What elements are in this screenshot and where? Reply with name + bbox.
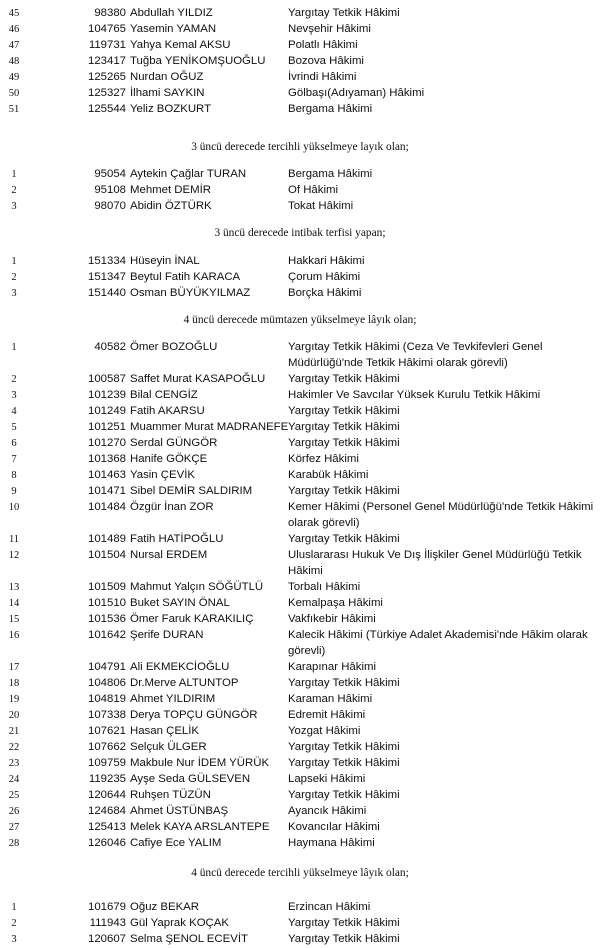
position-title: Bergama Hâkimi [288, 103, 373, 115]
list-row [0, 270, 600, 286]
position-title: Yargıtay Tetkik Hâkimi [288, 789, 400, 801]
sicil-number: 151440 [87, 287, 126, 299]
sicil-number: 101536 [87, 613, 126, 625]
list-row [0, 167, 600, 183]
person-name: Hasan ÇELİK [130, 725, 200, 737]
sicil-number: 104819 [87, 693, 126, 705]
person-name: Nursal ERDEM [130, 549, 208, 561]
row-number: 3 [11, 201, 17, 212]
position-title: Hakimler Ve Savcılar Yüksek Kurulu Tetkik Hâkimi [288, 389, 541, 401]
position-title: Bozova Hâkimi [288, 55, 364, 67]
list-row [0, 708, 600, 724]
person-name: Oğuz BEKAR [130, 901, 200, 913]
row-number: 47 [8, 40, 20, 51]
row-number: 23 [8, 758, 20, 769]
position-title: Kovancılar Hâkimi [288, 821, 380, 833]
person-name: Bilal CENGİZ [130, 389, 198, 401]
sicil-number: 100587 [87, 373, 126, 385]
position-title: Kalecik Hâkimi (Türkiye Adalet Akademisi'nde Hâkim olarak görevli) [288, 629, 588, 657]
row-number: 3 [11, 934, 17, 945]
list-row [0, 388, 600, 404]
position-title: İvrindi Hâkimi [288, 71, 357, 83]
person-name: Özgür İnan ZOR [130, 501, 214, 513]
sicil-number: 119235 [88, 773, 126, 785]
list-row [0, 660, 600, 676]
position-title: Edremit Hâkimi [288, 709, 366, 721]
position-title: Gölbaşı(Adıyaman) Hâkimi [288, 87, 425, 99]
position-title: Of Hâkimi [288, 184, 338, 196]
sicil-number: 119731 [88, 39, 126, 51]
position-title: Lapseki Hâkimi [288, 773, 366, 785]
person-name: Ahmet YILDIRIM [130, 693, 216, 705]
sicil-number: 101249 [87, 405, 126, 417]
person-name: Ömer Faruk KARAKILIÇ [130, 613, 254, 625]
list-row [0, 740, 600, 756]
sicil-number: 107338 [87, 709, 126, 721]
row-number: 18 [8, 678, 20, 689]
sicil-number: 95108 [94, 184, 126, 196]
position-title: Yargıtay Tetkik Hâkimi [288, 485, 400, 497]
person-name: Hüseyin İNAL [130, 255, 200, 267]
position-title: Yargıtay Tetkik Hâkimi [288, 405, 400, 417]
sicil-number: 120607 [87, 933, 126, 945]
row-number: 11 [8, 534, 20, 545]
row-number: 25 [8, 790, 20, 801]
person-name: Serdal GÜNGÖR [130, 437, 218, 449]
position-title: Yargıtay Tetkik Hâkimi [288, 7, 400, 19]
list-row [0, 452, 600, 468]
position-title: Yargıtay Tetkik Hâkimi [288, 757, 400, 769]
list-row [0, 286, 600, 302]
row-number: 21 [8, 726, 20, 737]
row-number: 22 [8, 742, 20, 753]
sicil-number: 151334 [87, 255, 126, 267]
person-name: Nurdan OĞUZ [130, 71, 204, 83]
position-title: Kemer Hâkimi (Personel Genel Müdürlüğü'nde Tetkik Hâkimi olarak görevli) [288, 501, 594, 529]
row-number: 8 [11, 470, 17, 481]
list-row [0, 532, 600, 548]
sicil-number: 101471 [87, 485, 126, 497]
list-row [0, 54, 600, 70]
list-row [0, 772, 600, 788]
sicil-number: 111943 [89, 917, 126, 929]
position-title: Yargıtay Tetkik Hâkimi [288, 533, 400, 545]
position-title: Haymana Hâkimi [288, 837, 375, 849]
sicil-number: 151347 [87, 271, 126, 283]
sicil-number: 101239 [87, 389, 126, 401]
list-row [0, 372, 600, 388]
row-number: 28 [8, 838, 20, 849]
row-number: 7 [11, 454, 17, 465]
row-number: 10 [8, 502, 20, 513]
list-row [0, 804, 600, 820]
row-number: 3 [11, 390, 17, 401]
person-name: İlhami SAYKIN [130, 87, 205, 99]
row-number: 27 [8, 822, 20, 833]
sicil-number: 101463 [87, 469, 126, 481]
person-name: Ömer BOZOĞLU [130, 341, 218, 353]
row-number: 1 [11, 902, 17, 913]
list-row [0, 484, 600, 500]
sicil-number: 101510 [87, 597, 126, 609]
row-number: 2 [11, 918, 17, 929]
row-number: 15 [8, 614, 20, 625]
person-name: Osman BÜYÜKYILMAZ [130, 287, 251, 299]
row-number: 3 [11, 288, 17, 299]
sicil-number: 126046 [87, 837, 126, 849]
list-row [0, 788, 600, 804]
row-number: 14 [8, 598, 20, 609]
row-number: 2 [11, 272, 17, 283]
row-number: 1 [11, 342, 17, 353]
position-title: Karaman Hâkimi [288, 693, 373, 705]
sicil-number: 101368 [87, 453, 126, 465]
person-name: Yasemin YAMAN [130, 23, 217, 35]
position-title: Uluslararası Hukuk Ve Dış İlişkiler Genel Müdürlüğü Tetkik Hâkimi [288, 549, 582, 577]
person-name: Buket SAYIN ÖNAL [130, 597, 230, 609]
row-number: 26 [8, 806, 20, 817]
list-row [0, 932, 600, 948]
sicil-number: 101642 [87, 629, 126, 641]
list-row [0, 6, 600, 22]
list-row [0, 756, 600, 772]
position-title: Borçka Hâkimi [288, 287, 362, 299]
position-title: Karapınar Hâkimi [288, 661, 376, 673]
person-name: Saffet Murat KASAPOĞLU [130, 373, 266, 385]
list-row [0, 199, 600, 215]
sicil-number: 101484 [87, 501, 126, 513]
sicil-number: 109759 [87, 757, 126, 769]
list-row [0, 404, 600, 420]
row-number: 20 [8, 710, 20, 721]
person-name: Makbule Nur İDEM YÜRÜK [130, 757, 270, 769]
person-name: Şerife DURAN [130, 629, 204, 641]
person-name: Ayşe Seda GÜLSEVEN [130, 773, 251, 785]
person-name: Sibel DEMİR SALDIRIM [130, 485, 253, 497]
sicil-number: 101489 [87, 533, 126, 545]
section-heading: 3 üncü derecede intibak terfisi yapan; [214, 227, 386, 239]
row-number: 45 [8, 8, 20, 19]
position-title: Ayancık Hâkimi [288, 805, 367, 817]
list-row [0, 612, 600, 628]
list-row [0, 254, 600, 270]
person-name: Abidin ÖZTÜRK [130, 200, 212, 212]
list-row [0, 916, 600, 932]
position-title: Tokat Hâkimi [288, 200, 354, 212]
position-title: Yargıtay Tetkik Hâkimi [288, 677, 400, 689]
position-title: Körfez Hâkimi [288, 453, 359, 465]
position-title: Nevşehir Hâkimi [288, 23, 371, 35]
person-name: Gül Yaprak KOÇAK [130, 917, 229, 929]
person-name: Hanife GÖKÇE [130, 453, 208, 465]
row-number: 50 [8, 88, 20, 99]
list-row [0, 596, 600, 612]
sicil-number: 101509 [87, 581, 126, 593]
list-row [0, 340, 600, 369]
list-row [0, 628, 600, 657]
row-number: 48 [8, 56, 20, 67]
list-row [0, 836, 600, 852]
list-row [0, 436, 600, 452]
person-name: Selma ŞENOL ECEVİT [130, 933, 248, 945]
sicil-number: 104765 [87, 23, 126, 35]
person-name: Selçuk ÜLGER [130, 741, 207, 753]
position-title: Karabük Hâkimi [288, 469, 369, 481]
sicil-number: 95054 [94, 168, 126, 180]
list-row [0, 468, 600, 484]
row-number: 1 [11, 169, 17, 180]
list-row [0, 692, 600, 708]
position-title: Vakfıkebir Hâkimi [288, 613, 376, 625]
sicil-number: 125544 [87, 103, 126, 115]
list-row [0, 86, 600, 102]
person-name: Yeliz BOZKURT [130, 103, 212, 115]
row-number: 12 [8, 550, 20, 561]
list-row [0, 420, 600, 436]
person-name: Beytul Fatih KARACA [130, 271, 241, 283]
row-number: 17 [8, 662, 20, 673]
person-name: Abdullah YILDIZ [130, 7, 213, 19]
section-heading: 3 üncü derecede tercihli yükselmeye layık olan; [191, 141, 409, 153]
sicil-number: 123417 [87, 55, 126, 67]
row-number: 2 [11, 374, 17, 385]
person-name: Mahmut Yalçın SÖĞÜTLÜ [130, 581, 264, 593]
sicil-number: 98380 [94, 7, 126, 19]
person-name: Melek KAYA ARSLANTEPE [130, 821, 270, 833]
person-name: Muammer Murat MADRANEFE [130, 421, 289, 433]
row-number: 19 [8, 694, 20, 705]
sicil-number: 101251 [87, 421, 126, 433]
sicil-number: 120644 [87, 789, 126, 801]
sicil-number: 40582 [94, 341, 126, 353]
row-number: 13 [8, 582, 20, 593]
person-name: Tuğba YENİKOMŞUOĞLU [130, 55, 266, 67]
person-name: Ruhşen TÜZÜN [130, 789, 211, 801]
position-title: Yargıtay Tetkik Hâkimi [288, 373, 400, 385]
person-name: Mehmet DEMİR [130, 184, 212, 196]
position-title: Yargıtay Tetkik Hâkimi [288, 933, 400, 945]
person-name: Ali EKMEKCİOĞLU [130, 661, 230, 673]
person-name: Fatih HATİPOĞLU [130, 533, 224, 545]
sicil-number: 101504 [87, 549, 126, 561]
section-heading: 4 üncü derecede mümtazen yükselmeye lâyık olan; [183, 314, 417, 326]
row-number: 6 [11, 438, 17, 449]
position-title: Yargıtay Tetkik Hâkimi [288, 917, 400, 929]
row-number: 1 [11, 256, 17, 267]
row-number: 16 [8, 630, 20, 641]
position-title: Kemalpaşa Hâkimi [288, 597, 383, 609]
sicil-number: 125327 [87, 87, 126, 99]
row-number: 5 [11, 422, 17, 433]
person-name: Ahmet ÜSTÜNBAŞ [130, 805, 229, 817]
list-row [0, 102, 600, 118]
row-number: 49 [8, 72, 20, 83]
list-row [0, 500, 600, 529]
sicil-number: 107662 [87, 741, 126, 753]
sicil-number: 107621 [87, 725, 126, 737]
position-title: Bergama Hâkimi [288, 168, 373, 180]
row-number: 51 [8, 104, 20, 115]
sicil-number: 125413 [87, 821, 126, 833]
list-row [0, 22, 600, 38]
list-row [0, 70, 600, 86]
position-title: Yargıtay Tetkik Hâkimi (Ceza Ve Tevkifevleri Genel Müdürlüğü'nde Tetkik Hâkimi olarak görevli) [288, 341, 543, 369]
sicil-number: 124684 [87, 805, 126, 817]
sicil-number: 98070 [94, 200, 126, 212]
person-name: Derya TOPÇU GÜNGÖR [130, 709, 258, 721]
sicil-number: 104791 [87, 661, 126, 673]
row-number: 2 [11, 185, 17, 196]
list-row [0, 38, 600, 54]
list-row [0, 548, 600, 577]
position-title: Yargıtay Tetkik Hâkimi [288, 421, 400, 433]
sicil-number: 104806 [87, 677, 126, 689]
position-title: Torbalı Hâkimi [288, 581, 361, 593]
position-title: Erzincan Hâkimi [288, 901, 371, 913]
person-name: Yasin ÇEVİK [130, 469, 195, 481]
row-number: 46 [8, 24, 20, 35]
row-number: 4 [11, 406, 17, 417]
person-name: Dr.Merve ALTUNTOP [130, 677, 239, 689]
position-title: Yargıtay Tetkik Hâkimi [288, 437, 400, 449]
person-name: Yahya Kemal AKSU [130, 39, 231, 51]
row-number: 24 [8, 774, 20, 785]
list-row [0, 820, 600, 836]
position-title: Yargıtay Tetkik Hâkimi [288, 741, 400, 753]
person-name: Aytekin Çağlar TURAN [130, 168, 247, 180]
list-row [0, 676, 600, 692]
position-title: Yozgat Hâkimi [288, 725, 361, 737]
section-heading: 4 üncü derecede tercihli yükselmeye lâyık olan; [191, 867, 409, 879]
sicil-number: 125265 [87, 71, 126, 83]
list-row [0, 183, 600, 199]
list-row [0, 900, 600, 916]
position-title: Polatlı Hâkimi [288, 39, 358, 51]
sicil-number: 101679 [87, 901, 126, 913]
position-title: Hakkari Hâkimi [288, 255, 365, 267]
list-row [0, 580, 600, 596]
row-number: 9 [11, 486, 17, 497]
position-title: Çorum Hâkimi [288, 271, 361, 283]
person-name: Cafiye Ece YALIM [130, 837, 222, 849]
list-row [0, 724, 600, 740]
sicil-number: 101270 [87, 437, 126, 449]
person-name: Fatih AKARSU [130, 405, 205, 417]
